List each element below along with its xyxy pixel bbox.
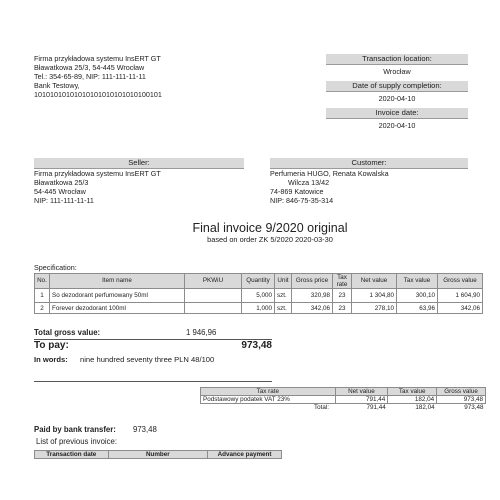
cell: 2 (35, 303, 50, 314)
col-header: No. (35, 274, 50, 289)
cell: 1 604,90 (438, 289, 483, 303)
tax-summary-table (200, 387, 486, 411)
col-header: Tax rate (201, 388, 336, 396)
cell: 300,10 (397, 289, 438, 303)
table-row (35, 289, 483, 303)
table-row (201, 396, 486, 404)
cell: 342,06 (438, 303, 483, 314)
table-row (35, 303, 483, 314)
invoice-title: Final invoice 9/2020 original (192, 221, 348, 235)
col-header: Gross value (438, 274, 483, 289)
col-header: Tax rate (333, 274, 352, 289)
total-gross-label: Total gross value: (34, 328, 101, 337)
col-header: Unit (275, 274, 292, 289)
paid-by-label: Paid by bank transfer: (34, 425, 116, 434)
location-value: Wrocław (383, 67, 411, 76)
cell: 63,96 (397, 303, 438, 314)
invoice-subtitle: based on order ZK 5/2020 2020-03-30 (207, 235, 333, 244)
customer-block (270, 169, 468, 205)
cell: Forever dezodorant 100ml (50, 303, 185, 314)
cell: 973,48 (464, 404, 484, 412)
issuer-line: Tel.: 354-65-89, NIP: 111-111-11-11 (34, 72, 146, 81)
customer-label: Customer: (270, 158, 468, 169)
col-header: Quantity (242, 274, 275, 289)
col-header: Net value (335, 388, 388, 396)
cell: 1,000 (242, 303, 275, 314)
seller-line: Firma przykładowa systemu InsERT GT (34, 169, 161, 178)
paid-by-value: 973,48 (133, 425, 157, 434)
col-header: Number (108, 451, 208, 459)
supply-date-label: Date of supply completion: (326, 81, 468, 92)
to-pay-label: To pay: (34, 340, 69, 351)
col-header: Transaction date (35, 451, 109, 459)
customer-line: Wilcza 13/42 (288, 178, 330, 187)
invoice-date-label: Invoice date: (326, 108, 468, 119)
previous-invoices-table (34, 450, 282, 459)
issuer-line: Bank Testowy, (34, 81, 80, 90)
cell: 23 (333, 303, 352, 314)
col-header: Tax value (388, 388, 437, 396)
col-header: Gross price (292, 274, 333, 289)
total-gross-value: 1 946,96 (186, 328, 217, 337)
cell: 182,04 (415, 404, 435, 412)
seller-line: 54-445 Wrocław (34, 187, 86, 196)
col-header: PKWiU (185, 274, 242, 289)
cell: szt. (275, 303, 292, 314)
cell (185, 289, 242, 303)
to-pay-value: 973,48 (241, 340, 272, 351)
in-words-label: In words: (34, 355, 68, 364)
cell: Total: (313, 404, 330, 412)
cell: So dezodorant perfumowany 50ml (50, 289, 185, 303)
col-header: Tax value (397, 274, 438, 289)
table-row (201, 404, 486, 412)
cell: 973,48 (437, 396, 486, 404)
issuer-line: Bławatkowa 25/3, 54-445 Wrocław (34, 63, 145, 72)
col-header: Item name (50, 274, 185, 289)
previous-invoices-label: List of previous invoice: (36, 437, 118, 446)
supply-date-value: 2020-04-10 (378, 94, 416, 103)
in-words-value: nine hundred seventy three PLN 48/100 (80, 355, 215, 364)
col-header: Net value (352, 274, 397, 289)
cell: 182,04 (388, 396, 437, 404)
cell: 791,44 (366, 404, 386, 412)
cell: 342,06 (292, 303, 333, 314)
cell: 320,98 (292, 289, 333, 303)
cell: 23 (333, 289, 352, 303)
issuer-block (34, 54, 234, 99)
cell: 278,10 (352, 303, 397, 314)
customer-line: 74-869 Katowice (270, 187, 324, 196)
cell: 791,44 (335, 396, 388, 404)
seller-line: Bławatkowa 25/3 (34, 178, 89, 187)
location-label: Transaction location: (326, 54, 468, 65)
invoice-date-value: 2020-04-10 (378, 121, 416, 130)
divider (34, 381, 272, 382)
specification-label: Specification: (34, 263, 77, 272)
seller-line: NIP: 111-111-11-11 (34, 196, 94, 205)
cell (185, 303, 242, 314)
customer-line: NIP: 846-75-35-314 (270, 196, 334, 205)
specification-table (34, 273, 483, 314)
issuer-line: Firma przykładowa systemu InsERT GT (34, 54, 161, 63)
cell: 1 (35, 289, 50, 303)
issuer-line: 10101010101010101010101010100101 (34, 90, 162, 99)
cell: 5,000 (242, 289, 275, 303)
seller-label: Seller: (34, 158, 244, 169)
customer-line: Perfumeria HUGO, Renata Kowalska (270, 169, 389, 178)
cell: 1 304,80 (352, 289, 397, 303)
cell: szt. (275, 289, 292, 303)
cell: Podstawowy podatek VAT 23% (201, 396, 336, 404)
col-header: Advance payment (208, 451, 282, 459)
col-header: Gross value (437, 388, 486, 396)
seller-block (34, 169, 244, 205)
